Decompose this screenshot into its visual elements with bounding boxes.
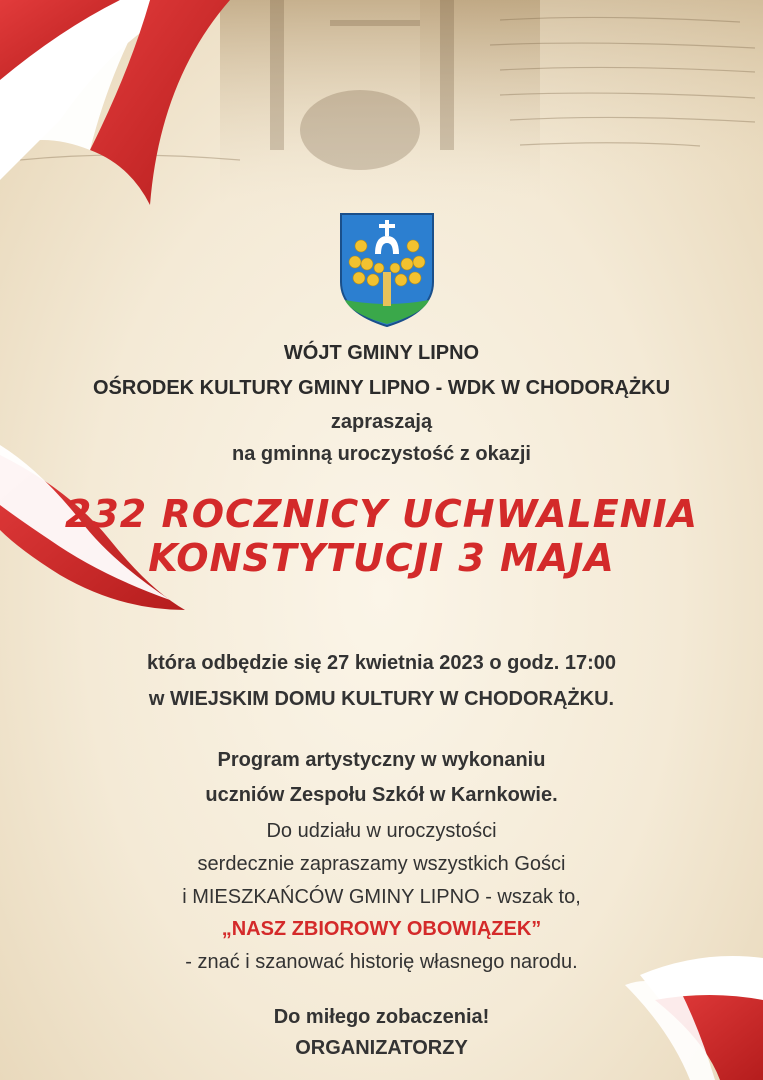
title-line-2: KONSTYTUCJI 3 MAJA xyxy=(148,536,615,580)
event-venue: w WIEJSKIM DOMU KULTURY W CHODORĄŻKU. xyxy=(148,688,615,710)
appeal-line-1: Do udziału w uroczystości xyxy=(266,820,497,842)
appeal-highlight: „NASZ ZBIOROWY OBOWIĄZEK” xyxy=(221,918,542,940)
program-line-2: uczniów Zespołu Szkół w Karnkowie. xyxy=(205,784,558,806)
appeal-line-5: - znać i szanować historię własnego narodu. xyxy=(185,951,578,973)
appeal-line-2: serdecznie zapraszamy wszystkich Gości xyxy=(197,853,566,875)
appeal-line-3: i MIESZKAŃCÓW GMINY LIPNO - wszak to, xyxy=(182,886,581,908)
coat-of-arms-icon xyxy=(339,212,435,328)
closing-greeting: Do miłego zobaczenia! xyxy=(273,1006,490,1028)
event-date: która odbędzie się 27 kwietnia 2023 o godz. 17:00 xyxy=(146,652,617,674)
program-line-1: Program artystyczny w wykonaniu xyxy=(217,749,546,771)
manuscript-area xyxy=(420,0,763,200)
invite-line-1: zapraszają xyxy=(330,411,433,433)
closing-signature: ORGANIZATORZY xyxy=(295,1037,468,1059)
invite-line-2: na gminną uroczystość z okazji xyxy=(232,443,531,465)
organizer-line-1: WÓJT GMINY LIPNO xyxy=(283,342,480,364)
organizer-line-2: OŚRODEK KULTURY GMINY LIPNO - WDK W CHODORĄŻKU xyxy=(92,377,671,399)
title-line-1: 232 ROCZNICY UCHWALENIA xyxy=(64,492,699,536)
